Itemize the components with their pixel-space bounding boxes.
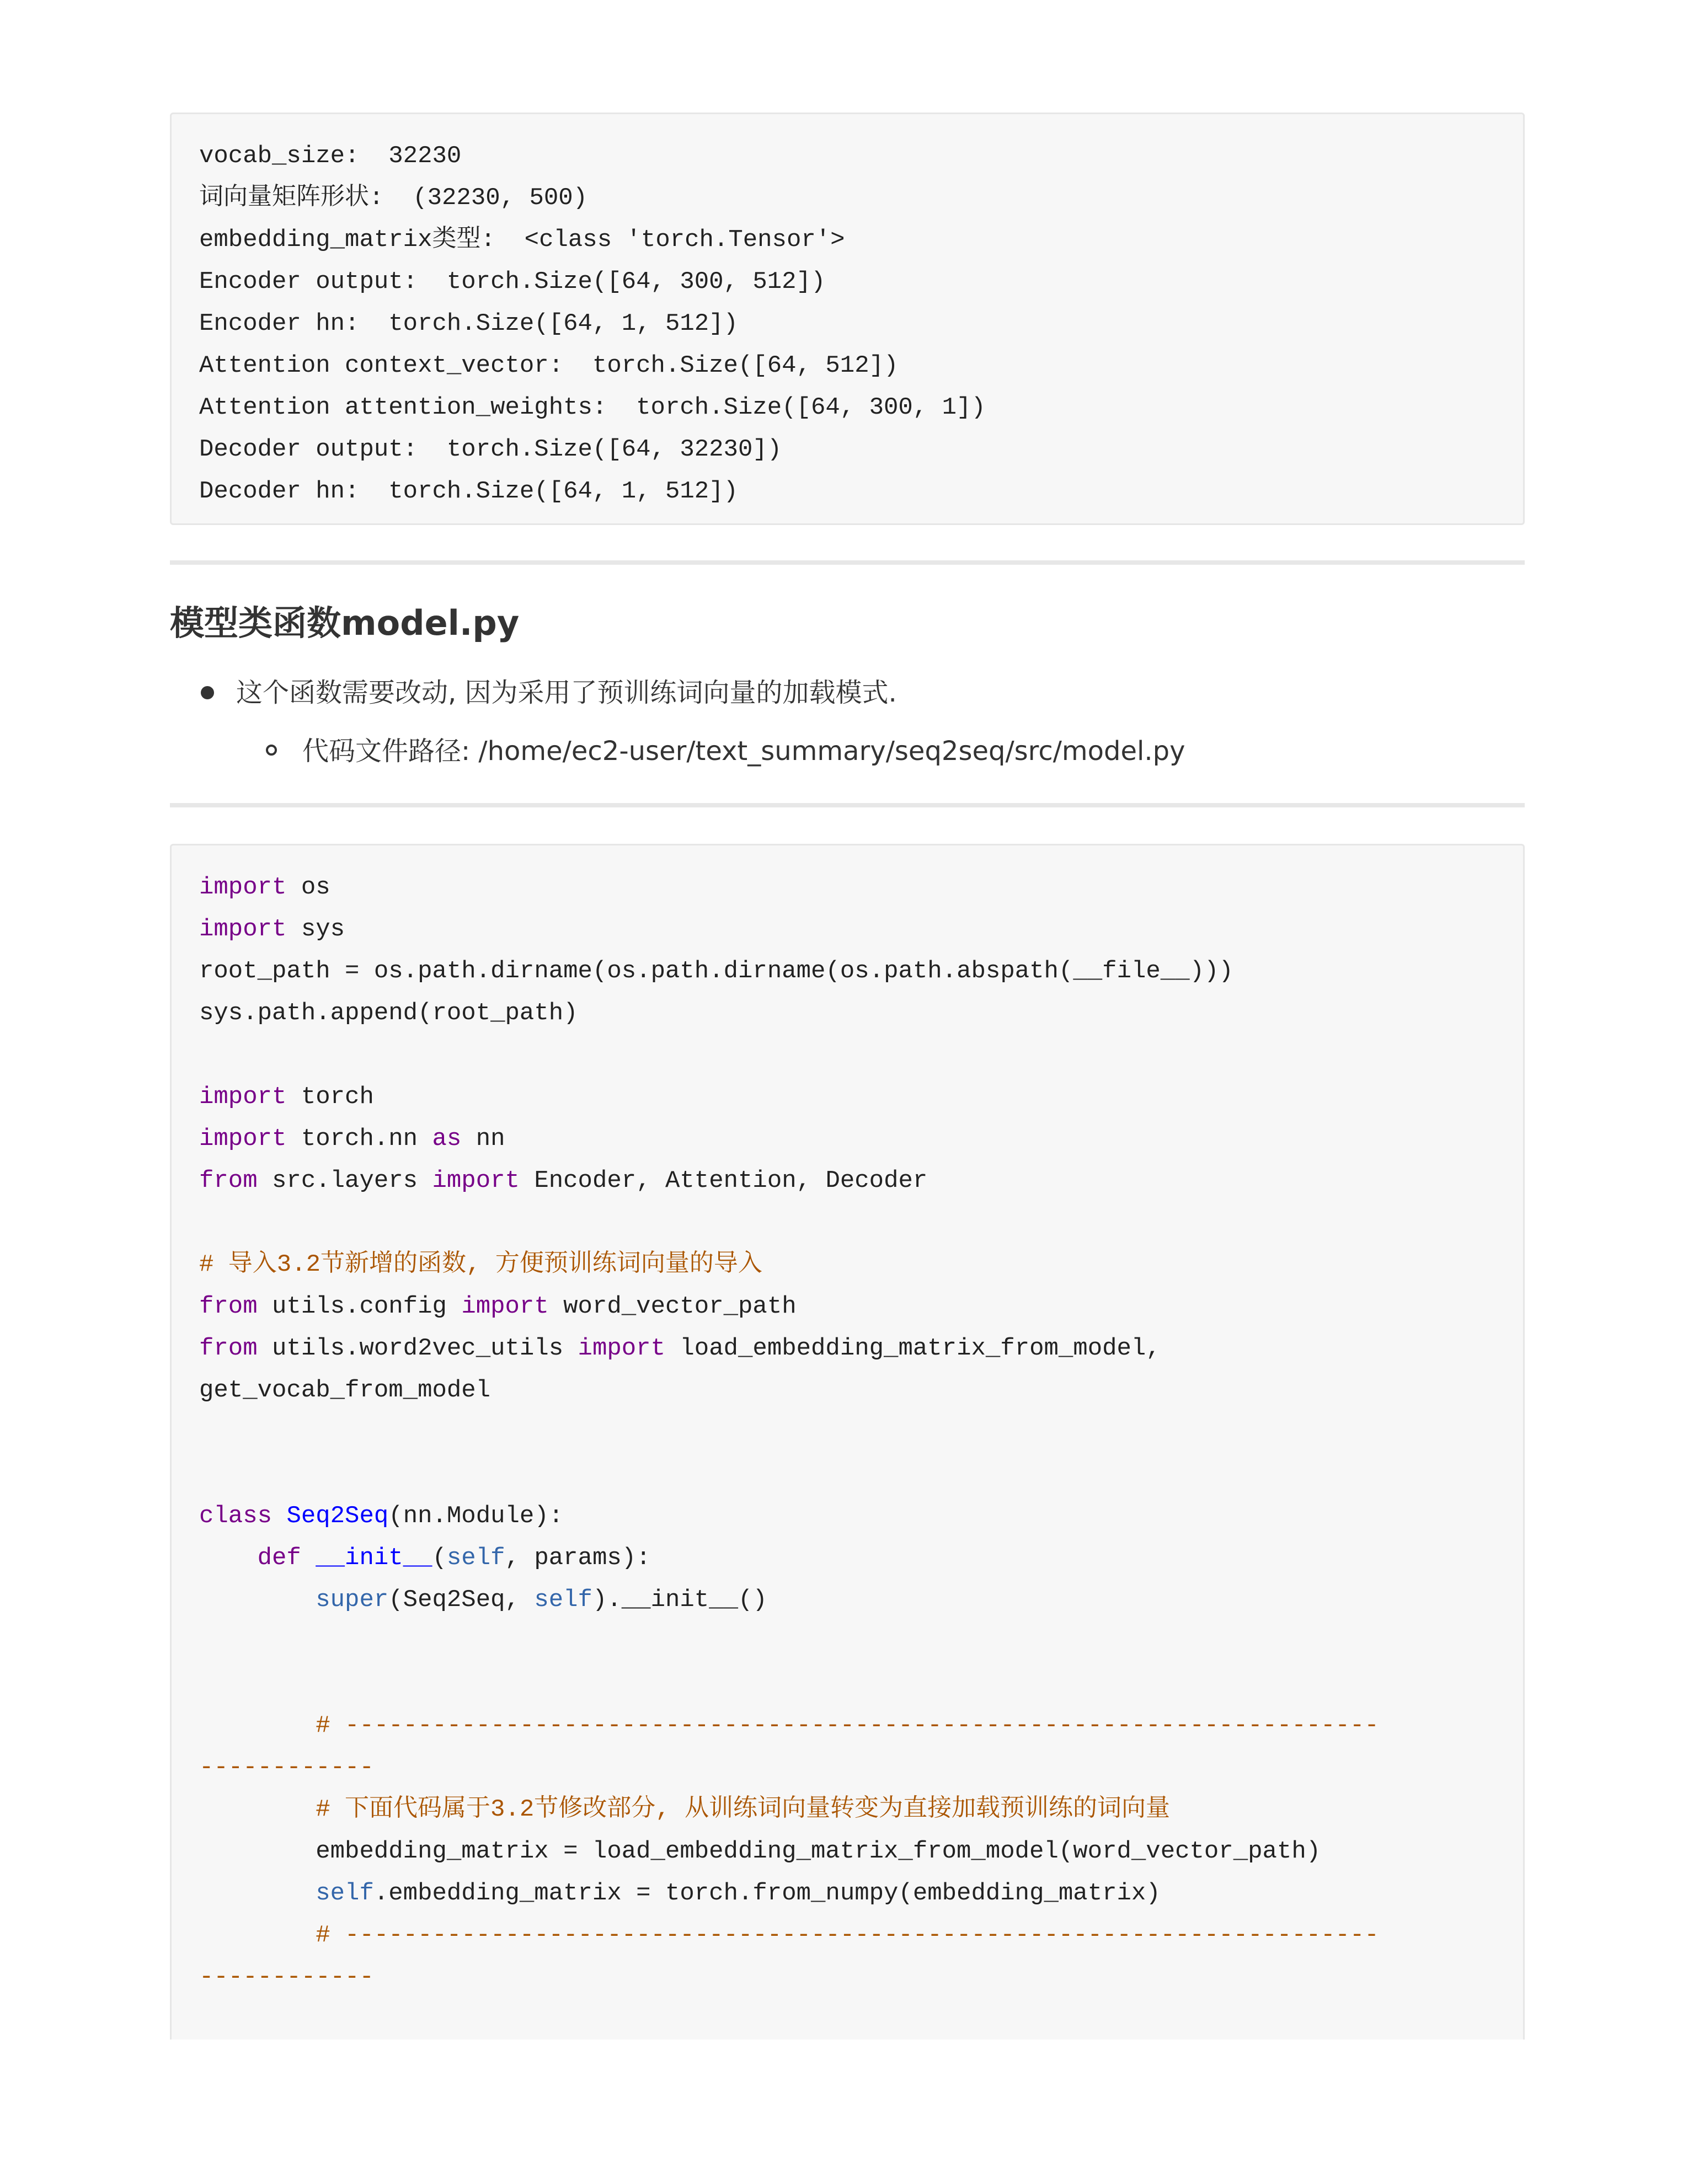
bullet-list [170,667,1525,777]
code-line: from utils.config import word_vector_path [199,1293,797,1320]
python-code-block [170,844,1525,2040]
horizontal-rule [170,560,1525,565]
code-line [199,1621,1495,1663]
code-line [199,1914,1495,1956]
code-builtin: self [534,1586,592,1614]
file-path-text: 代码文件路径: /home/ec2-user/text_summary/seq2seq/src/model.py [302,736,1185,767]
code-keyword: from [199,1335,258,1362]
code-line: get_vocab_from_model [199,1377,491,1404]
code-comment: ------------ [199,1963,374,1991]
code-line [199,1747,1495,1789]
output-line: 词向量矩阵形状: (32230, 500) [199,184,588,212]
code-builtin: super [316,1586,389,1614]
code-keyword: from [199,1293,258,1320]
code-line: self.embedding_matrix = torch.from_numpy(embedding_matrix) [316,1880,1161,1907]
code-definition: Seq2Seq [286,1502,389,1530]
code-keyword: import [199,874,287,901]
code-keyword: import [199,1125,287,1153]
code-definition: __init__ [316,1544,432,1572]
bullet-disc-icon [201,686,214,699]
code-builtin: self [446,1544,505,1572]
output-line: embedding_matrix类型: <class 'torch.Tensor'> [199,226,845,254]
code-keyword: import [432,1167,520,1195]
bullet-text: 这个函数需要改动, 因为采用了预训练词向量的加载模式. [236,677,897,708]
output-line: vocab_size: 32230 [199,142,462,170]
output-line: Attention attention_weights: torch.Size([64, 300, 1]) [199,394,986,421]
code-line: super(Seq2Seq, self).__init__() [316,1586,767,1614]
section-heading: 模型类函数model.py [170,603,520,643]
code-line [199,1202,1495,1244]
code-line: import torch [199,1083,374,1111]
output-line: Attention context_vector: torch.Size([64, 512]) [199,352,899,379]
code-line: def __init__(self, params): [257,1544,651,1572]
code-keyword: as [432,1125,462,1153]
code-comment: # ----------------------------------------------------------------------- [199,1712,1379,1739]
output-line: Decoder hn: torch.Size([64, 1, 512]) [199,478,738,505]
code-line [199,1411,1495,1453]
code-comment: # ----------------------------------------------------------------------- [199,1921,1379,1949]
code-comment: # 导入3.2节新增的函数, 方便预训练词向量的导入 [199,1251,762,1278]
sub-bullet-list [236,726,1525,777]
code-keyword: class [199,1502,273,1530]
output-line: Decoder output: torch.Size([64, 32230]) [199,436,782,463]
code-line: import torch.nn as nn [199,1125,505,1153]
code-keyword: def [257,1544,301,1572]
code-line [199,1244,1495,1286]
code-line [199,1705,1495,1747]
code-line [199,1034,1495,1076]
code-line: import sys [199,916,345,943]
bullet-circle-icon [266,745,277,756]
list-item [170,667,1525,777]
code-line: root_path = os.path.dirname(os.path.dirname(os.path.abspath(__file__))) [199,957,1233,985]
code-line [199,1663,1495,1705]
code-line: sys.path.append(root_path) [199,999,578,1027]
code-comment: # 下面代码属于3.2节修改部分, 从训练词向量转变为直接加载预训练的词向量 [199,1796,1171,1823]
code-keyword: import [578,1335,665,1362]
code-line: from utils.word2vec_utils import load_embedding_matrix_from_model, [199,1335,1161,1362]
code-line [199,1453,1495,1495]
page-content [170,113,1525,2040]
sub-list-item [236,726,1525,777]
code-line: import os [199,874,330,901]
output-code-block [170,113,1525,525]
horizontal-rule [170,803,1525,807]
output-line: Encoder output: torch.Size([64, 300, 512]) [199,268,826,296]
code-keyword: import [461,1293,549,1320]
code-builtin: self [316,1880,374,1907]
code-line: embedding_matrix = load_embedding_matrix_from_model(word_vector_path) [316,1838,1321,1865]
code-comment: ------------ [199,1754,374,1781]
code-line [199,1956,1495,1998]
code-line: from src.layers import Encoder, Attention, Decoder [199,1167,928,1195]
output-line: Encoder hn: torch.Size([64, 1, 512]) [199,310,738,338]
code-keyword: from [199,1167,258,1195]
code-keyword: import [199,916,287,943]
code-line: class Seq2Seq(nn.Module): [199,1502,564,1530]
code-keyword: import [199,1083,287,1111]
code-line [199,1789,1495,1830]
